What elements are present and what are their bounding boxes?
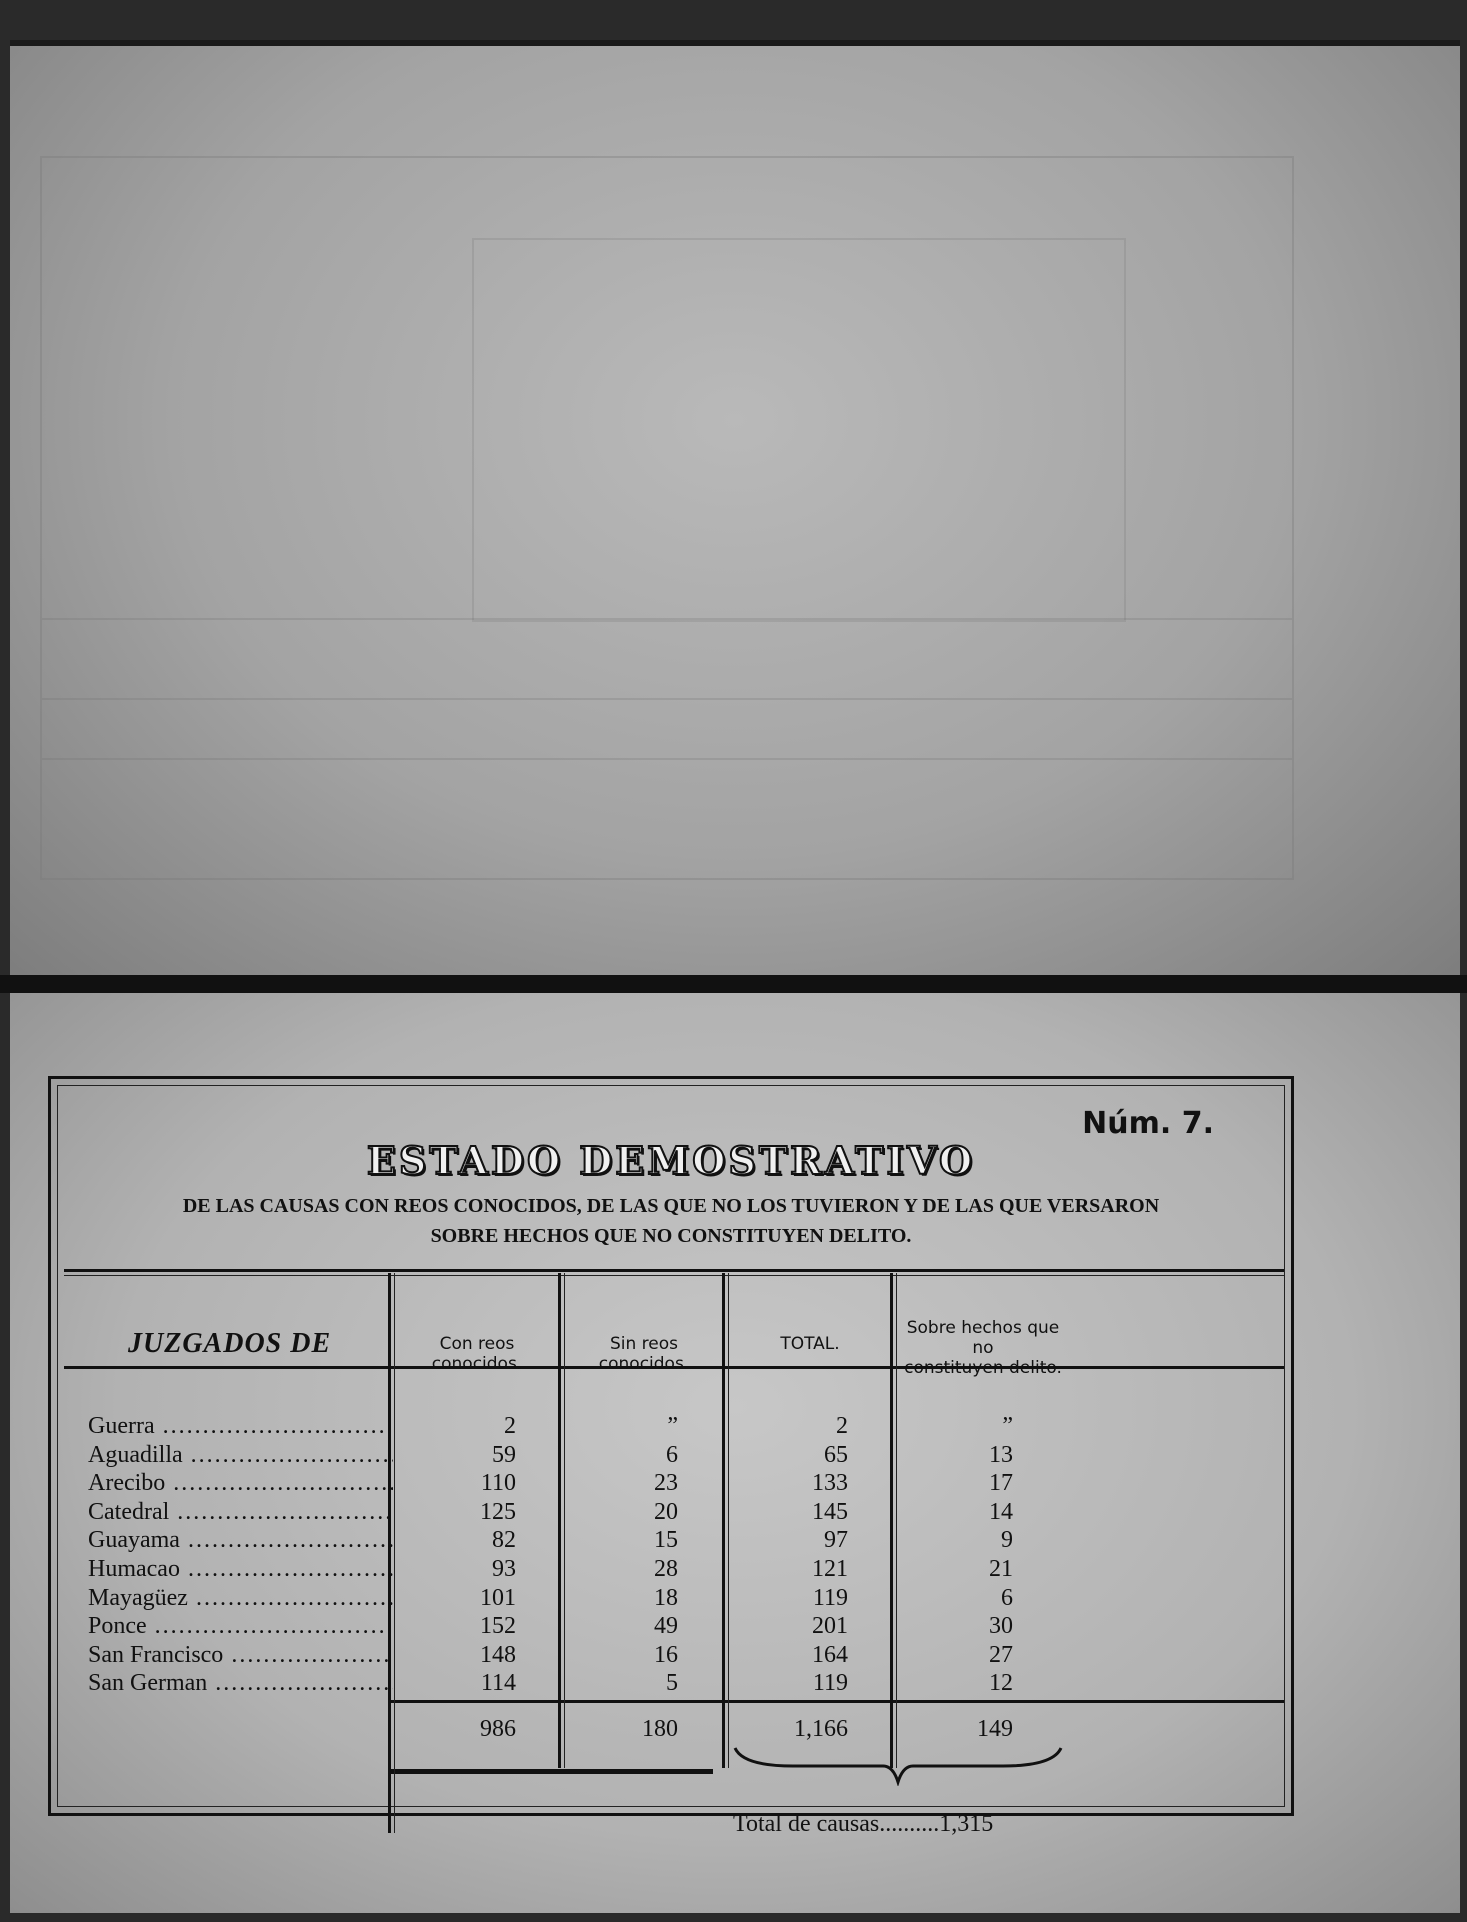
row-sobre-hechos: 27 — [989, 1641, 1013, 1668]
row-name: Guayama ..... — [88, 1527, 393, 1554]
row-sobre-hechos: 17 — [989, 1470, 1013, 1497]
row-con-reos: 93 — [492, 1556, 516, 1582]
row-total: 2 — [836, 1413, 848, 1439]
row-sin-reos: 23 — [654, 1470, 678, 1497]
ghost-rule — [42, 698, 1292, 700]
header-top-rule-thin — [64, 1275, 1284, 1276]
row-name: San German ..... — [88, 1670, 393, 1697]
row-sobre-hechos: 9 — [1001, 1527, 1013, 1554]
total-sin-reos: 180 — [642, 1716, 678, 1742]
table-row — [58, 1442, 1298, 1470]
previous-page-bleedthrough — [10, 40, 1460, 981]
table-row — [58, 1470, 1298, 1498]
row-sin-reos: 28 — [654, 1556, 678, 1582]
table-frame — [48, 1076, 1294, 1837]
grouping-brace — [733, 1746, 1063, 1786]
table-row — [58, 1585, 1298, 1613]
row-sobre-hechos: 21 — [989, 1556, 1013, 1582]
header-total: TOTAL. — [780, 1334, 840, 1354]
table-row — [58, 1642, 1298, 1670]
row-total: 121 — [812, 1556, 848, 1582]
ghost-inner-frame — [472, 238, 1126, 622]
grand-total-label: Total de causas.......... — [733, 1811, 940, 1837]
page-divider — [0, 975, 1467, 993]
row-sin-reos: 15 — [654, 1527, 678, 1554]
table-row — [58, 1556, 1298, 1584]
row-name: Catedral ..... — [88, 1499, 393, 1526]
row-name: Mayagüez ..... — [88, 1585, 393, 1612]
header-sobre-hechos — [898, 1318, 1068, 1378]
row-sin-reos: 16 — [654, 1641, 678, 1668]
row-total: 133 — [812, 1470, 848, 1497]
row-total: 119 — [812, 1584, 848, 1611]
table-inner-frame — [57, 1085, 1285, 1837]
row-total: 97 — [824, 1527, 848, 1554]
table-row — [58, 1527, 1298, 1555]
row-sin-reos: 5 — [666, 1670, 678, 1697]
ghost-rule — [42, 758, 1292, 760]
row-con-reos: 152 — [480, 1613, 516, 1640]
row-con-reos: 110 — [480, 1470, 516, 1497]
header-sobre-hechos-line-2: constituyen delito. — [904, 1358, 1062, 1378]
row-con-reos: 59 — [492, 1441, 516, 1468]
row-con-reos: 2 — [504, 1413, 516, 1439]
header-top-rule — [64, 1269, 1284, 1272]
row-con-reos: 148 — [480, 1641, 516, 1668]
total-con-reos: 986 — [480, 1716, 516, 1742]
row-total: 65 — [824, 1441, 848, 1468]
double-rule — [388, 1769, 713, 1774]
row-sin-reos: ” — [667, 1413, 678, 1439]
row-sobre-hechos: 13 — [989, 1441, 1013, 1468]
row-total: 145 — [812, 1498, 848, 1525]
subtitle-line-1: DE LAS CAUSAS CON REOS CONOCIDOS, DE LAS QUE NO LOS TUVIERON Y DE LAS QUE VERSARON — [182, 1195, 1160, 1217]
row-name: Humacao ..... — [88, 1556, 393, 1583]
row-total: 119 — [812, 1670, 848, 1697]
header-con-reos: Con reos conocidos. — [431, 1334, 523, 1374]
subtitle-line-2: SOBRE HECHOS QUE NO CONSTITUYEN DELITO. — [430, 1225, 912, 1247]
ghost-rule — [42, 618, 1292, 620]
row-total: 164 — [812, 1641, 848, 1668]
row-sobre-hechos: 14 — [989, 1498, 1013, 1525]
row-sobre-hechos: 12 — [989, 1670, 1013, 1697]
total-total: 1,166 — [794, 1716, 848, 1742]
grand-total — [733, 1811, 993, 1838]
row-name: San Francisco ..... — [88, 1642, 393, 1669]
row-sobre-hechos: 30 — [989, 1613, 1013, 1640]
header-sobre-hechos-line-1: Sobre hechos que no — [906, 1318, 1060, 1358]
row-sin-reos: 49 — [654, 1613, 678, 1640]
document-page — [10, 993, 1460, 1913]
document-title: ESTADO DEMOSTRATIVO — [366, 1138, 976, 1183]
ghost-table-frame — [40, 156, 1294, 880]
table-number: Núm. 7. — [1082, 1106, 1214, 1141]
row-con-reos: 101 — [480, 1584, 516, 1611]
header-sin-reos: Sin reos conocidos. — [598, 1334, 690, 1374]
document-subtitle — [78, 1191, 1264, 1251]
row-name: Arecibo ..... — [88, 1470, 393, 1497]
table-row — [58, 1613, 1298, 1641]
row-sin-reos: 18 — [654, 1584, 678, 1611]
table-row — [58, 1670, 1298, 1698]
table-row — [58, 1499, 1298, 1527]
row-sobre-hechos: ” — [1002, 1413, 1013, 1439]
header-juzgados: JUZGADOS DE — [128, 1328, 332, 1359]
row-total: 201 — [812, 1613, 848, 1640]
grand-total-value: 1,315 — [939, 1811, 994, 1837]
total-sobre-hechos: 149 — [977, 1716, 1013, 1742]
row-name: Guerra ..... — [88, 1413, 393, 1440]
row-con-reos: 125 — [480, 1498, 516, 1525]
row-name: Aguadilla ..... — [88, 1442, 393, 1469]
row-sobre-hechos: 6 — [1001, 1584, 1013, 1611]
table-row — [58, 1413, 1298, 1441]
row-con-reos: 82 — [492, 1527, 516, 1554]
row-name: Ponce ..... — [88, 1613, 393, 1640]
row-sin-reos: 6 — [666, 1441, 678, 1468]
row-con-reos: 114 — [480, 1670, 516, 1697]
row-sin-reos: 20 — [654, 1498, 678, 1525]
totals-rule — [388, 1700, 1284, 1703]
